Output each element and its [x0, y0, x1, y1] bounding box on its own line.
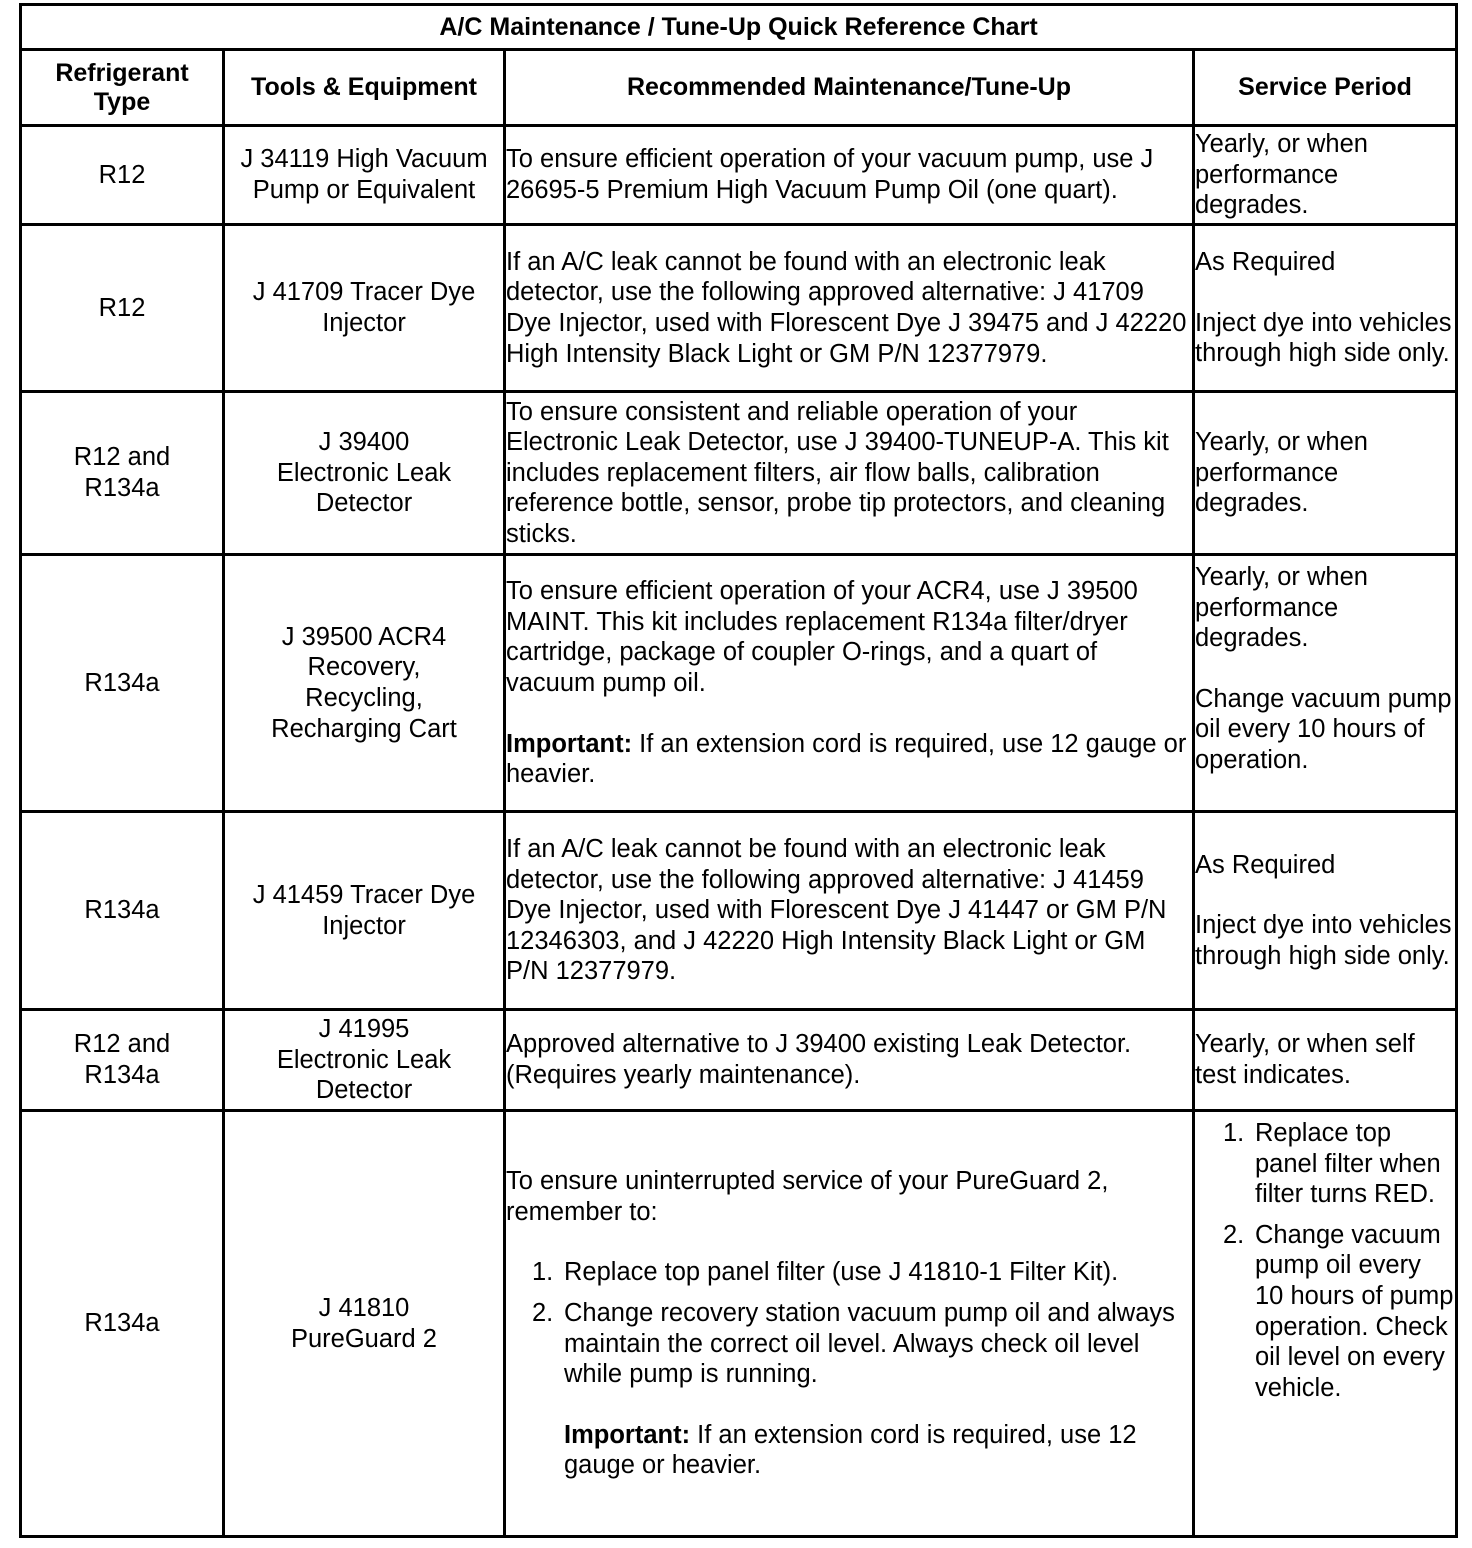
- maintenance-steps: [532, 1257, 1192, 1481]
- tool-cell: J 41995 Electronic Leak Detector: [224, 1010, 505, 1111]
- service-period-cell: [1194, 555, 1457, 812]
- tool-cell: J 41810 PureGuard 2: [224, 1111, 505, 1537]
- refrigerant-type-cell: R134a: [21, 1111, 224, 1537]
- service-period-text: As Required: [1195, 850, 1336, 879]
- service-period-cell: Yearly, or when performance degrades.: [1194, 392, 1457, 555]
- table-row: [21, 1111, 1457, 1537]
- table-row: [21, 392, 1457, 555]
- maintenance-cell: [505, 1111, 1194, 1537]
- list-number: 2.: [1223, 1220, 1245, 1249]
- list-number: 1.: [1223, 1119, 1245, 1147]
- refrigerant-type-cell: R12: [21, 126, 224, 225]
- service-period-note: Inject dye into vehicles through high side only.: [1195, 308, 1452, 368]
- list-number: 1.: [532, 1258, 554, 1287]
- table-row: [21, 812, 1457, 1010]
- header-maintenance: Recommended Maintenance/Tune-Up: [505, 50, 1194, 126]
- title-row: [21, 5, 1457, 50]
- service-period-text: Yearly, or when performance degrades.: [1195, 563, 1368, 653]
- list-item: [532, 1257, 1192, 1288]
- important-note: [564, 1420, 1192, 1481]
- service-period-cell: Yearly, or when self test indicates.: [1194, 1010, 1457, 1111]
- important-label: Important:: [506, 729, 633, 758]
- refrigerant-type-cell: R12: [21, 225, 224, 392]
- maintenance-intro: To ensure uninterrupted service of your PureGuard 2, remember to:: [506, 1167, 1109, 1226]
- maintenance-chart-table: [19, 3, 1458, 1538]
- tool-cell: J 39400 Electronic Leak Detector: [224, 392, 505, 555]
- refrigerant-type-cell: R134a: [21, 812, 224, 1010]
- service-period-steps: [1223, 1118, 1455, 1403]
- refrigerant-type-cell: R12 and R134a: [21, 1010, 224, 1111]
- tool-cell: J 41709 Tracer Dye Injector: [224, 225, 505, 392]
- chart-title: A/C Maintenance / Tune-Up Quick Reference Chart: [21, 5, 1457, 50]
- table-row: [21, 126, 1457, 225]
- tool-cell: J 39500 ACR4 Recovery, Recycling, Recharging Cart: [224, 555, 505, 812]
- header-service-period: Service Period: [1194, 50, 1457, 126]
- service-period-note: Inject dye into vehicles through high side only.: [1195, 911, 1452, 970]
- header-tools-equipment: Tools & Equipment: [224, 50, 505, 126]
- maintenance-text: To ensure efficient operation of your ACR4, use J 39500 MAINT. This kit includes replacement R134a filter/dryer cartridge, package of coupler O-rings, and a quart of vacuum pump oil.: [506, 577, 1138, 697]
- tool-cell: J 41459 Tracer Dye Injector: [224, 812, 505, 1010]
- maintenance-cell: Approved alternative to J 39400 existing Leak Detector. (Requires yearly maintenance).: [505, 1010, 1194, 1111]
- maintenance-cell: To ensure efficient operation of your vacuum pump, use J 26695-5 Premium High Vacuum Pump Oil (one quart).: [505, 126, 1194, 225]
- tool-cell: J 34119 High Vacuum Pump or Equivalent: [224, 126, 505, 225]
- table-row: [21, 225, 1457, 392]
- important-text: If an extension cord is required, use 12 gauge or heavier.: [564, 1420, 1137, 1480]
- maintenance-cell: If an A/C leak cannot be found with an electronic leak detector, use the following approved alternative: J 41709 Dye Injector, used with Florescent Dye J 39475 and J 42220 High Intensity Black Light or GM P/N 12377979.: [505, 225, 1194, 392]
- list-item: [1223, 1118, 1455, 1210]
- list-item: [1223, 1220, 1455, 1404]
- refrigerant-type-cell: R134a: [21, 555, 224, 812]
- list-item: [532, 1298, 1192, 1481]
- service-period-cell: [1194, 225, 1457, 392]
- list-item-text: Replace top panel filter when filter turns RED.: [1255, 1119, 1441, 1209]
- table-row: [21, 555, 1457, 812]
- important-note: [506, 729, 1192, 790]
- list-number: 2.: [532, 1298, 554, 1327]
- service-period-cell: Yearly, or when performance degrades.: [1194, 126, 1457, 225]
- maintenance-cell: If an A/C leak cannot be found with an electronic leak detector, use the following approved alternative: J 41459 Dye Injector, used with Florescent Dye J 41447 or GM P/N 12346303, and J 42220 High Intensity Black Light or GM P/N 12377979.: [505, 812, 1194, 1010]
- maintenance-cell: [505, 555, 1194, 812]
- list-item-text: Change recovery station vacuum pump oil and always maintain the correct oil level. Always check oil level while pump is running.: [564, 1298, 1175, 1389]
- list-item-text: Change vacuum pump oil every 10 hours of pump operation. Check oil level on every vehicle.: [1255, 1220, 1454, 1402]
- service-period-note: Change vacuum pump oil every 10 hours of operation.: [1195, 684, 1452, 774]
- service-period-cell: [1194, 1111, 1457, 1537]
- header-row: [21, 50, 1457, 126]
- service-period-text: As Required: [1195, 248, 1336, 277]
- important-text: If an extension cord is required, use 12 gauge or heavier.: [506, 729, 1187, 789]
- service-period-cell: [1194, 812, 1457, 1010]
- maintenance-cell: To ensure consistent and reliable operation of your Electronic Leak Detector, use J 39400-TUNEUP-A. This kit includes replacement filters, air flow balls, calibration reference bottle, sensor, probe tip protectors, and cleaning sticks.: [505, 392, 1194, 555]
- header-refrigerant-type: Refrigerant Type: [21, 50, 224, 126]
- list-item-text: Replace top panel filter (use J 41810-1 Filter Kit).: [564, 1258, 1119, 1287]
- important-label: Important:: [564, 1420, 691, 1449]
- table-row: [21, 1010, 1457, 1111]
- refrigerant-type-cell: R12 and R134a: [21, 392, 224, 555]
